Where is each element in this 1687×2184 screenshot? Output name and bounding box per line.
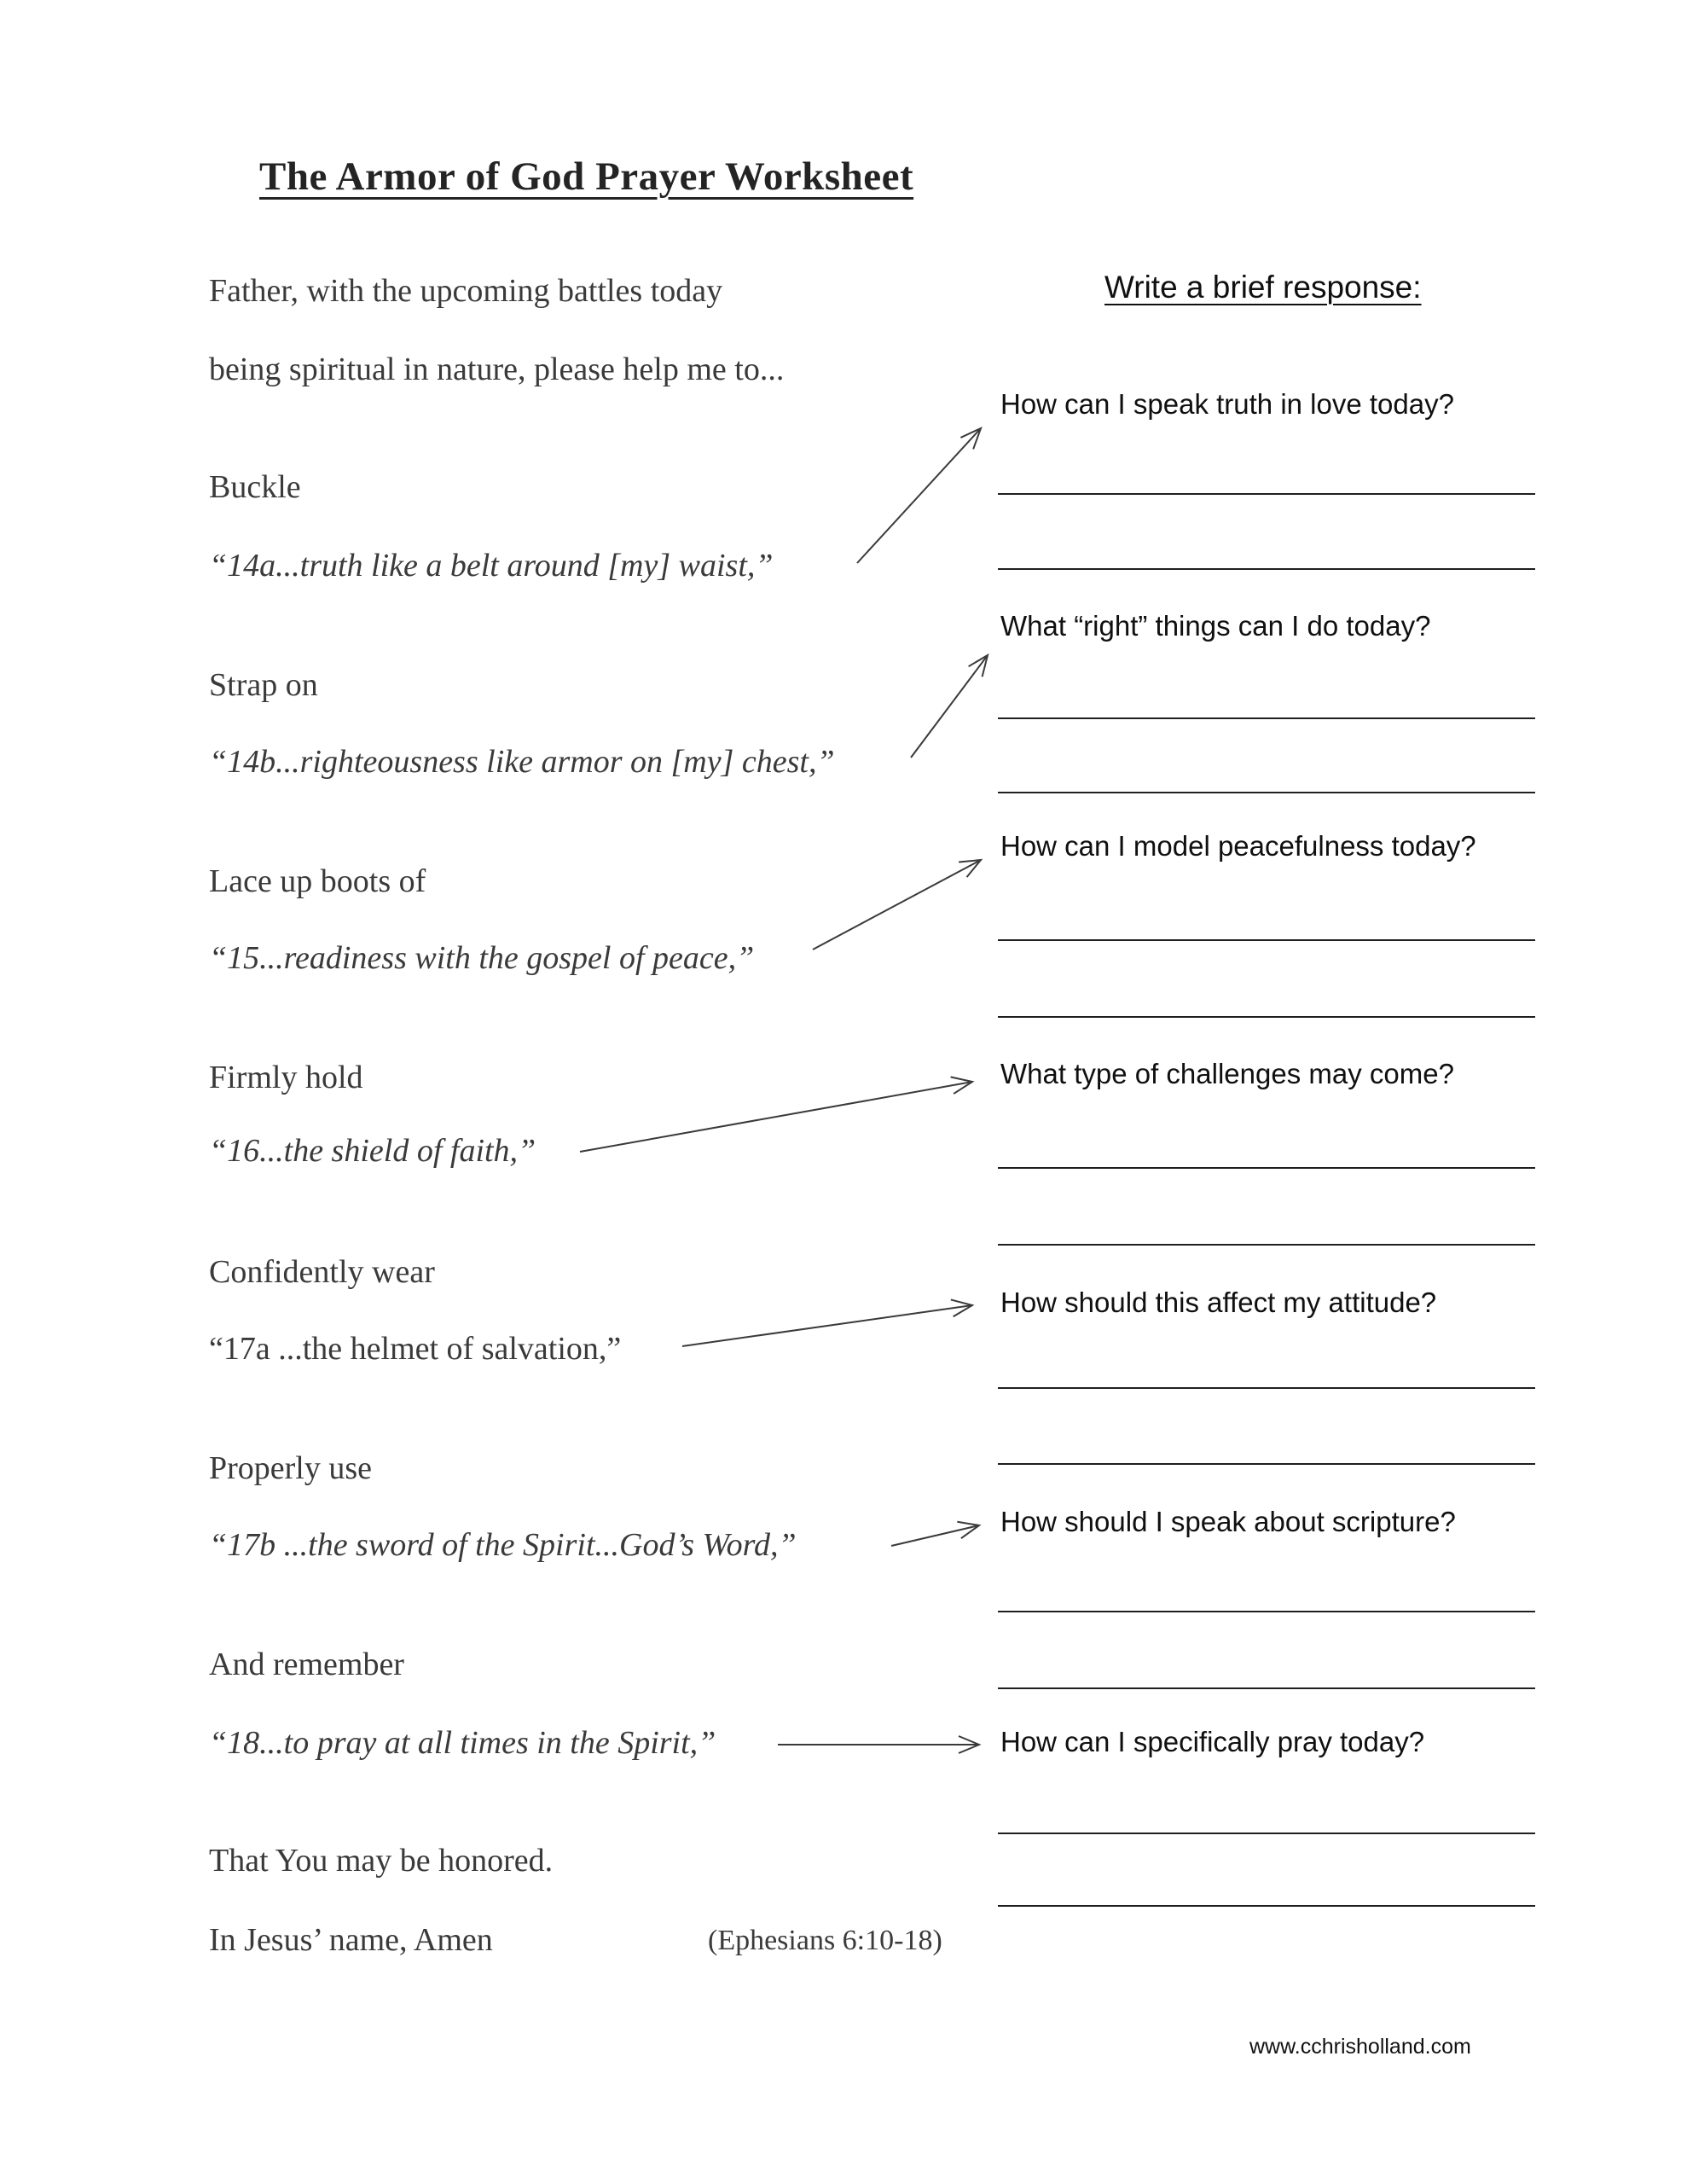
response-line[interactable] <box>998 1167 1535 1169</box>
section-quote-belt: “14a...truth like a belt around [my] waist,” <box>209 548 774 584</box>
response-line[interactable] <box>998 1387 1535 1389</box>
arrow-gospel-to-peacefulness <box>813 860 981 950</box>
response-line[interactable] <box>998 1611 1535 1612</box>
section-quote-pray: “18...to pray at all times in the Spirit,” <box>209 1725 716 1761</box>
footer-url: www.cchrisholland.com <box>1249 2035 1471 2059</box>
response-line[interactable] <box>998 568 1535 570</box>
response-header: Write a brief response: <box>1104 270 1422 305</box>
section-phrase-buckle: Buckle <box>209 469 301 505</box>
question-scripture: How should I speak about scripture? <box>1000 1506 1456 1537</box>
question-truth: How can I speak truth in love today? <box>1000 388 1454 420</box>
page-title: The Armor of God Prayer Worksheet <box>259 154 914 199</box>
section-phrase-and-remember: And remember <box>209 1647 404 1682</box>
section-phrase-properly-use: Properly use <box>209 1450 373 1486</box>
section-quote-shield: “16...the shield of faith,” <box>209 1133 536 1169</box>
closing-line-2: In Jesus’ name, Amen <box>209 1922 493 1958</box>
response-line[interactable] <box>998 1016 1535 1018</box>
arrow-armor-to-right-things <box>911 655 988 758</box>
section-quote-helmet: “17a ...the helmet of salvation,” <box>209 1331 622 1367</box>
arrow-shield-to-challenges <box>580 1082 972 1152</box>
response-line[interactable] <box>998 1833 1535 1834</box>
intro-line-2: being spiritual in nature, please help me to... <box>209 351 785 387</box>
response-line[interactable] <box>998 717 1535 719</box>
question-peacefulness: How can I model peacefulness today? <box>1000 830 1476 862</box>
question-right-things: What “right” things can I do today? <box>1000 610 1431 642</box>
arrow-helmet-to-attitude <box>682 1305 972 1346</box>
response-line[interactable] <box>998 1463 1535 1465</box>
response-line[interactable] <box>998 792 1535 793</box>
response-line[interactable] <box>998 1905 1535 1907</box>
arrow-belt-to-truth <box>857 428 981 563</box>
arrow-sword-to-scripture <box>891 1525 979 1546</box>
section-quote-armor: “14b...righteousness like armor on [my] chest,” <box>209 744 835 780</box>
section-phrase-lace-up: Lace up boots of <box>209 863 426 899</box>
response-line[interactable] <box>998 1244 1535 1246</box>
section-phrase-confidently-wear: Confidently wear <box>209 1254 435 1290</box>
response-line[interactable] <box>998 493 1535 495</box>
closing-line-1: That You may be honored. <box>209 1843 554 1879</box>
intro-line-1: Father, with the upcoming battles today <box>209 273 723 309</box>
response-line[interactable] <box>998 939 1535 941</box>
section-phrase-strap-on: Strap on <box>209 667 318 703</box>
section-quote-gospel: “15...readiness with the gospel of peace,” <box>209 940 755 976</box>
question-pray: How can I specifically pray today? <box>1000 1726 1425 1757</box>
question-challenges: What type of challenges may come? <box>1000 1058 1454 1089</box>
scripture-reference: (Ephesians 6:10-18) <box>708 1925 942 1956</box>
section-quote-sword: “17b ...the sword of the Spirit...God’s Word,” <box>209 1527 797 1563</box>
section-phrase-firmly-hold: Firmly hold <box>209 1060 363 1095</box>
question-attitude: How should this affect my attitude? <box>1000 1287 1437 1318</box>
response-line[interactable] <box>998 1687 1535 1689</box>
